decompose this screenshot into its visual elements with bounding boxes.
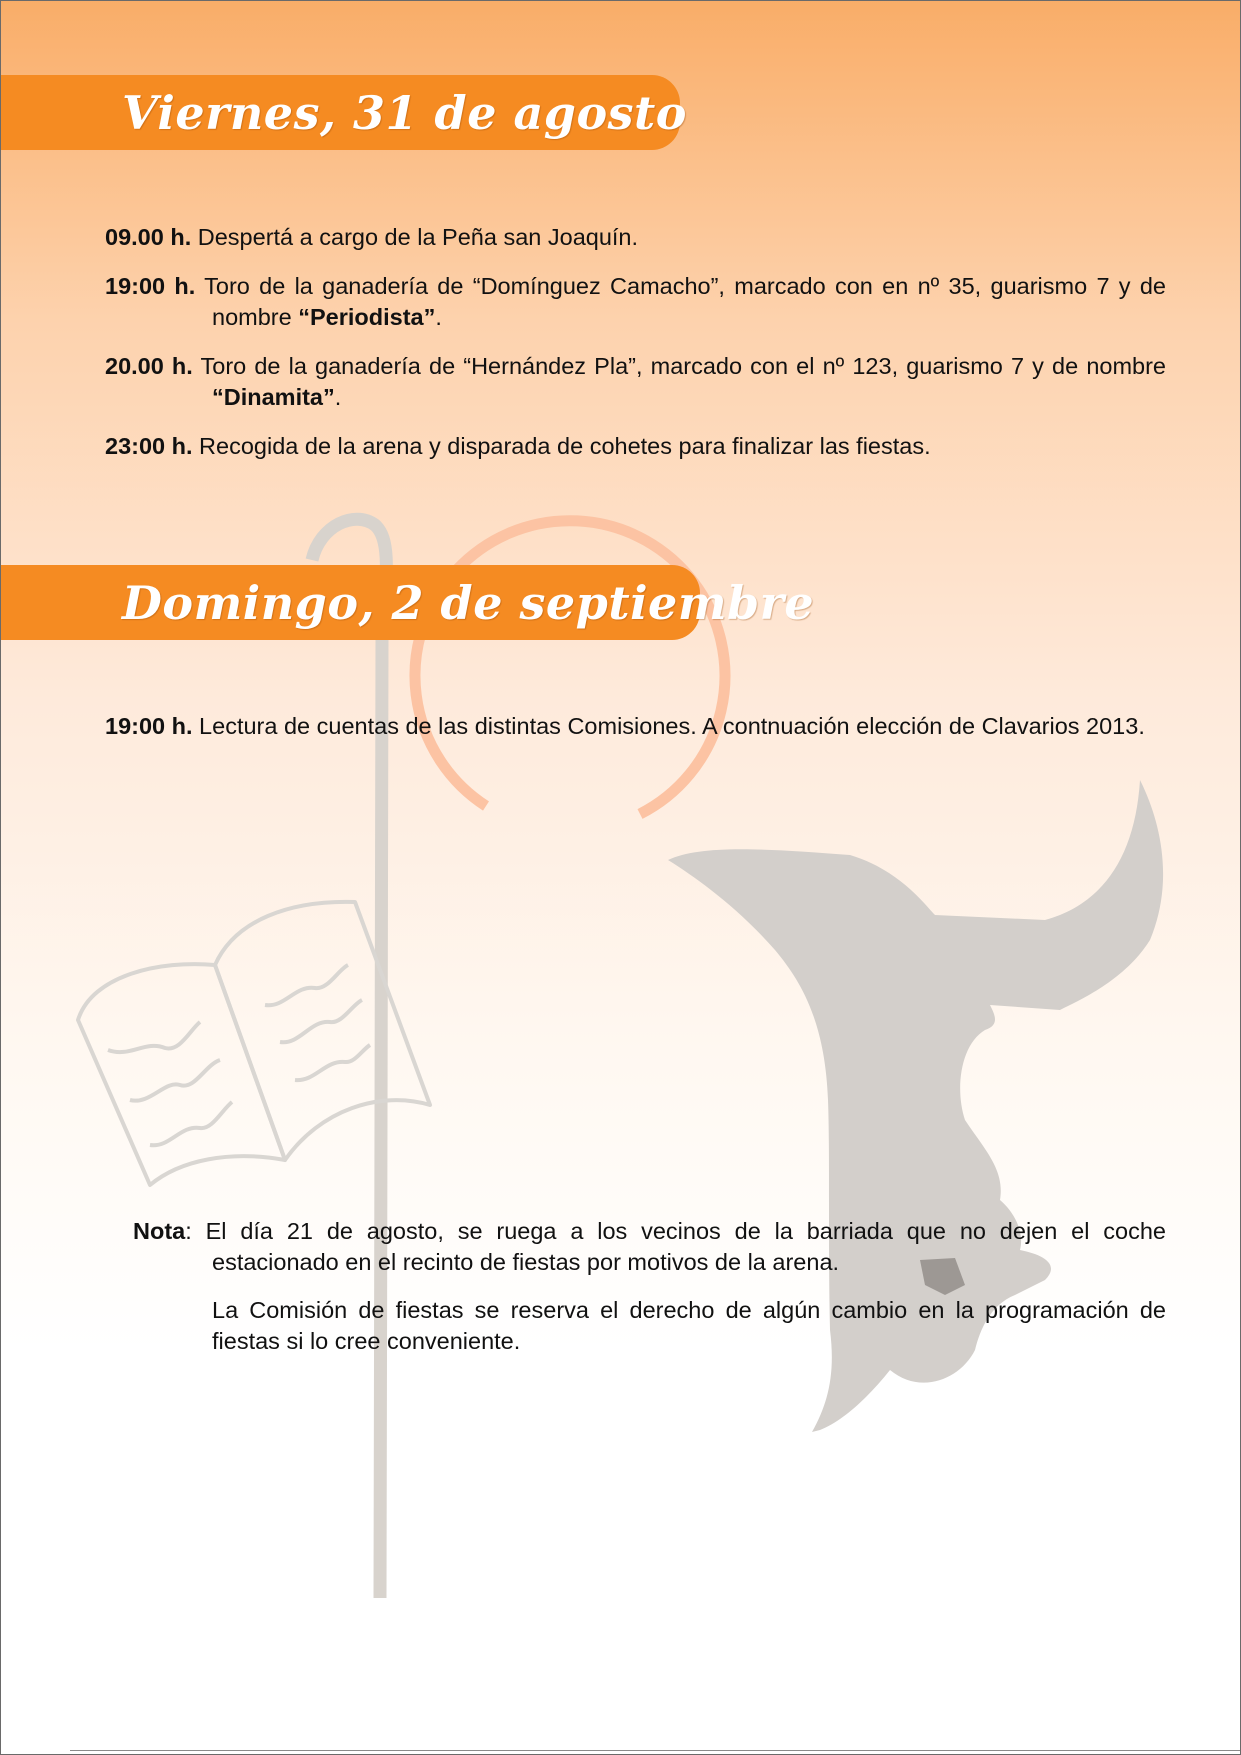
note-paragraph (133, 1216, 1166, 1278)
entry-text: Despertá a cargo de la Peña san Joaquín. (191, 224, 639, 250)
entry-text: Toro de la ganadería de “Hernández Pla”, marcado con el nº 123, guarismo 7 y de nombre (192, 353, 1167, 379)
schedule-sunday (105, 711, 1166, 760)
section-title: Viernes, 31 de agosto (122, 85, 687, 140)
entry-time: 09.00 h. (105, 224, 192, 250)
entry-time: 19:00 h. (105, 713, 193, 739)
bull-name: “Dinamita” (212, 384, 335, 410)
entry-text-end: . (334, 384, 342, 410)
schedule-entry (105, 431, 1166, 462)
schedule-entry (105, 271, 1166, 333)
entry-text: Recogida de la arena y disparada de cohetes para finalizar las fiestas. (192, 433, 931, 459)
note-paragraph-second: La Comisión de fiestas se reserva el derecho de algún cambio en la programación de fiestas si lo cree conveniente. (212, 1297, 1166, 1354)
note-block (133, 1216, 1166, 1357)
entry-text-end: . (435, 304, 442, 330)
note-label: Nota (133, 1218, 186, 1244)
entry-time: 19:00 h. (105, 273, 196, 299)
bottom-rule (70, 1750, 1241, 1751)
shepherd-crook-icon (312, 519, 386, 1598)
schedule-entry (105, 222, 1166, 253)
schedule-friday (105, 222, 1166, 480)
entry-time: 20.00 h. (105, 353, 193, 379)
bull-name: “Periodista” (298, 304, 436, 330)
section-title: Domingo, 2 de septiembre (122, 575, 815, 630)
entry-text: Toro de la ganadería de “Domínguez Camacho”, marcado con en nº 35, guarismo 7 y de nombre (195, 273, 1166, 330)
entry-text: Lectura de cuentas de las distintas Comisiones. A contnuación elección de Clavarios 2013. (192, 713, 1145, 739)
section-banner-sunday (0, 565, 815, 640)
schedule-entry (105, 351, 1166, 413)
section-banner-friday (0, 75, 687, 150)
note-text: : El día 21 de agosto, se ruega a los vecinos de la barriada que no dejen el coche estacionado en el recinto de fiestas por motivos de la arena. (185, 1218, 1166, 1275)
entry-time: 23:00 h. (105, 433, 193, 459)
schedule-entry (105, 711, 1166, 742)
